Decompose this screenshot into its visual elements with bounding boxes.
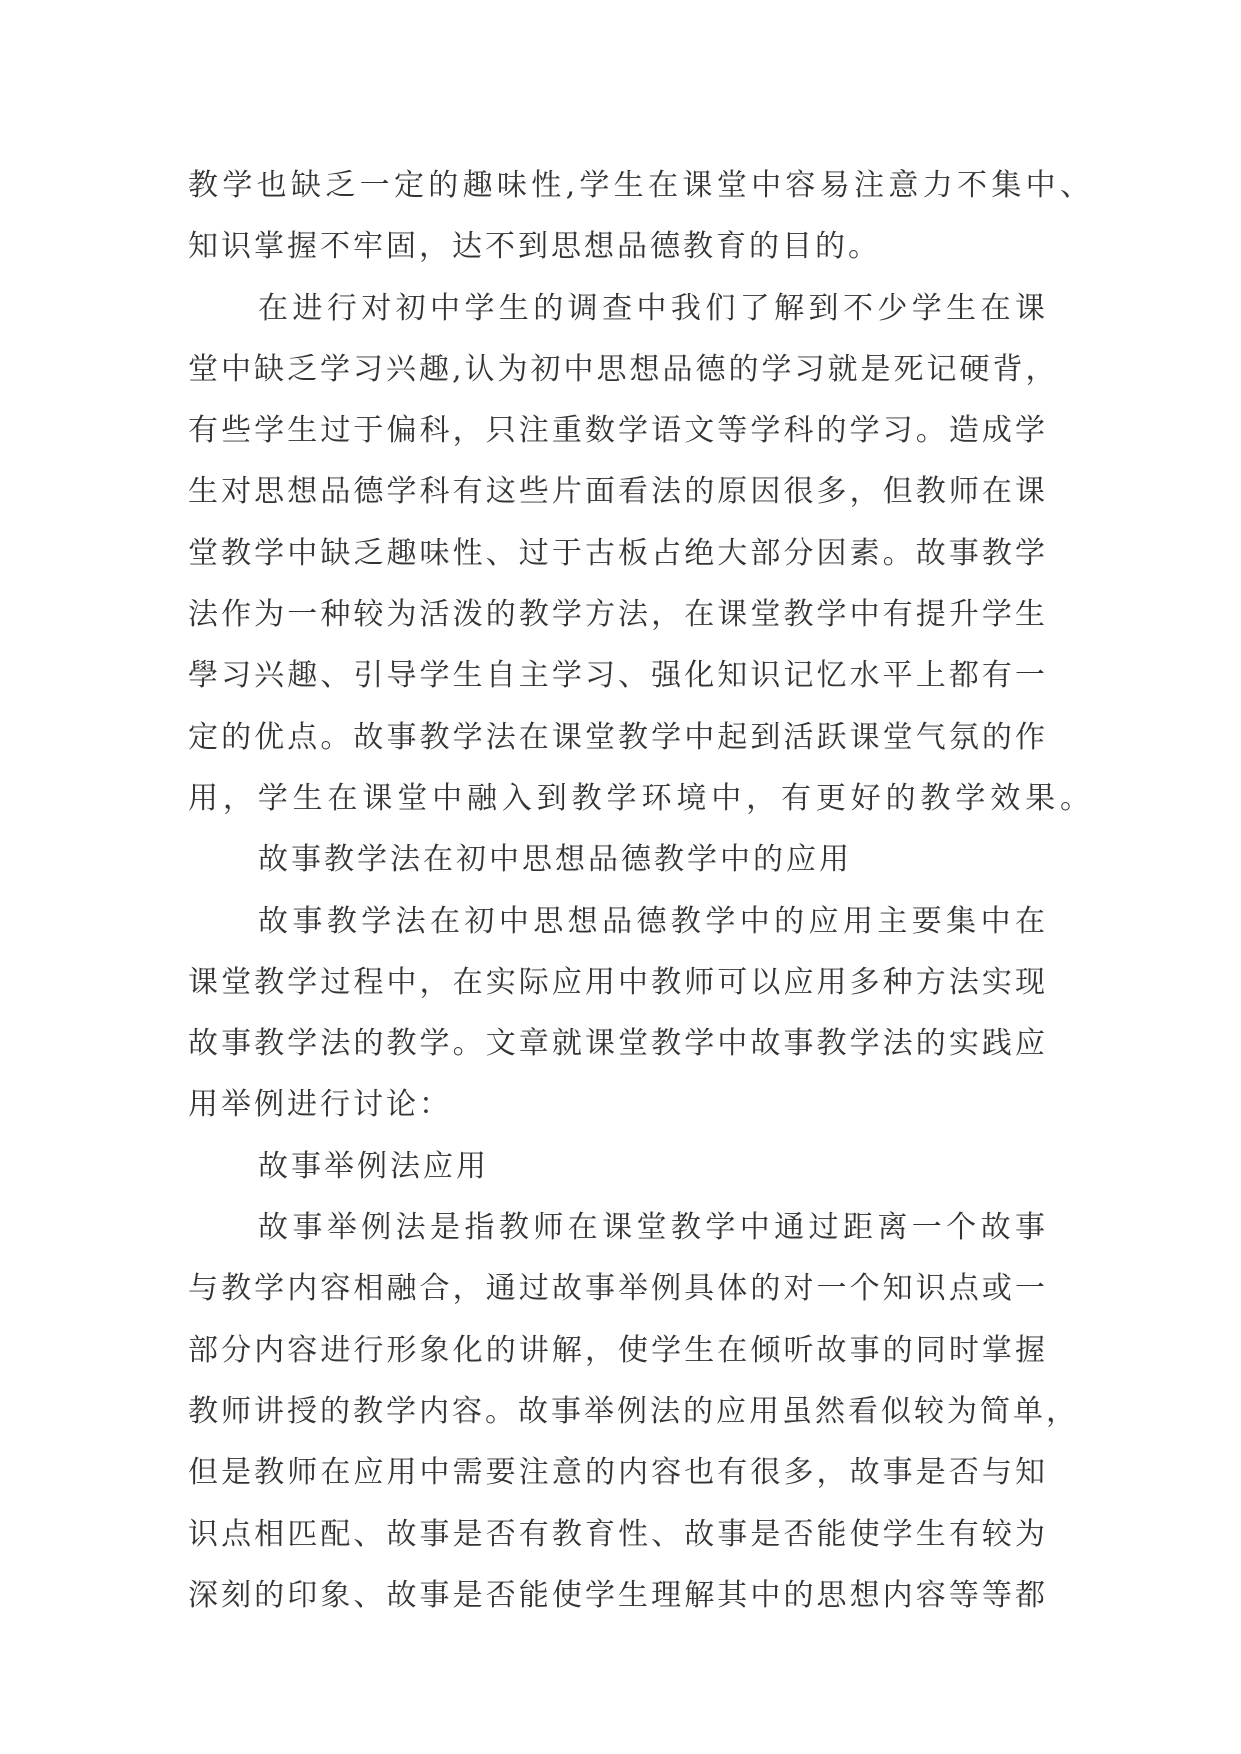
text-line: 但是教师在应用中需要注意的内容也有很多，故事是否与知 bbox=[188, 1455, 1048, 1491]
text-line: 课堂教学过程中，在实际应用中教师可以应用多种方法实现 bbox=[188, 964, 1048, 1000]
text-line: 用举例进行讨论： bbox=[188, 1087, 452, 1123]
text-line: 堂中缺乏学习兴趣,认为初中思想品德的学习就是死记硬背， bbox=[188, 351, 1059, 387]
text-line: 教师讲授的教学内容。故事举例法的应用虽然看似较为简单， bbox=[188, 1393, 1079, 1429]
text-line: 學习兴趣、引导学生自主学习、强化知识记忆水平上都有一 bbox=[188, 658, 1048, 694]
body-text bbox=[188, 155, 1108, 1626]
text-line: 定的优点。故事教学法在课堂教学中起到活跃课堂气氛的作 bbox=[188, 719, 1048, 755]
text-line: 生对思想品德学科有这些片面看法的原因很多，但教师在课 bbox=[188, 474, 1048, 510]
text-line: 用，学生在课堂中融入到教学环境中，有更好的教学效果。 bbox=[188, 780, 1093, 816]
text-line: 教学也缺乏一定的趣味性,学生在课堂中容易注意力不集中、 bbox=[188, 168, 1093, 203]
section-heading: 故事教学法在初中思想品德教学中的应用 bbox=[258, 842, 852, 878]
text-line: 有些学生过于偏科，只注重数学语文等学科的学习。造成学 bbox=[188, 413, 1048, 449]
text-line: 故事教学法的教学。文章就课堂教学中故事教学法的实践应 bbox=[188, 1026, 1048, 1062]
text-line: 知识掌握不牢固，达不到思想品德教育的目的。 bbox=[188, 229, 881, 265]
text-line: 识点相匹配、故事是否有教育性、故事是否能使学生有较为 bbox=[188, 1516, 1048, 1552]
text-line: 堂教学中缺乏趣味性、过于古板占绝大部分因素。故事教学 bbox=[188, 535, 1048, 571]
paragraph-start-line: 在进行对初中学生的调查中我们了解到不少学生在课 bbox=[258, 290, 1048, 326]
text-line: 与教学内容相融合，通过故事举例具体的对一个知识点或一 bbox=[188, 1271, 1048, 1307]
text-line: 深刻的印象、故事是否能使学生理解其中的思想内容等等都 bbox=[188, 1577, 1048, 1613]
section-heading: 故事举例法应用 bbox=[258, 1148, 489, 1184]
paragraph-start-line: 故事教学法在初中思想品德教学中的应用主要集中在 bbox=[258, 903, 1048, 939]
text-line: 法作为一种较为活泼的教学方法，在课堂教学中有提升学生 bbox=[188, 597, 1048, 633]
text-line: 部分内容进行形象化的讲解，使学生在倾听故事的同时掌握 bbox=[188, 1332, 1048, 1368]
paragraph-start-line: 故事举例法是指教师在课堂教学中通过距离一个故事 bbox=[258, 1210, 1048, 1246]
